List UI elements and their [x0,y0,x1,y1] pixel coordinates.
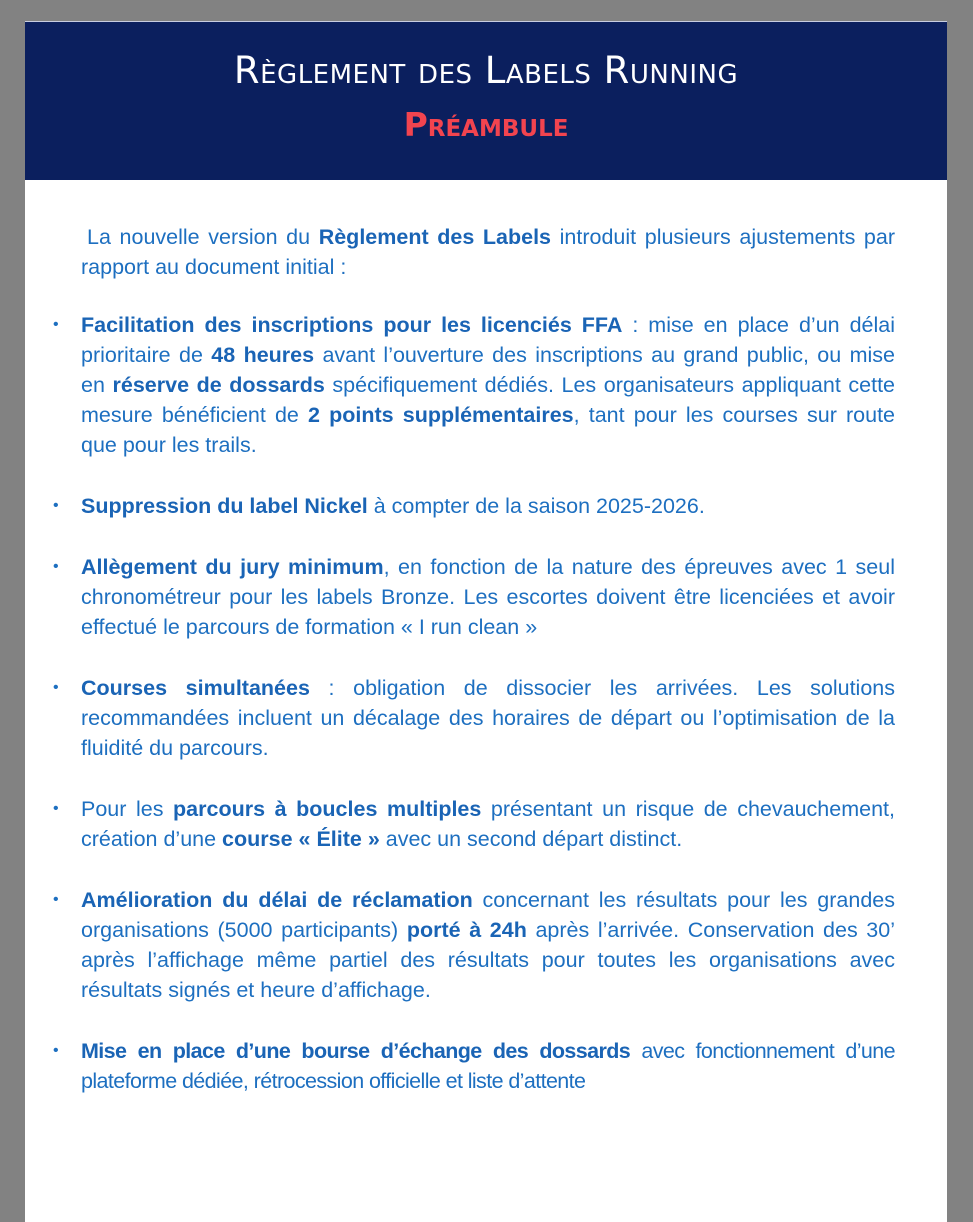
bullet-icon: • [53,497,59,514]
item-bold: Mise en place d’une bourse d’échange des dossards [81,1039,631,1063]
bullet-icon: • [53,891,59,908]
item-text: avec fonctionnement d’une plateforme dédiée, rétrocession officielle et liste d’attente [81,1039,895,1093]
intro-text: La nouvelle version du [87,225,319,249]
bullet-icon: • [53,679,59,696]
item-text: avec un second départ distinct. [379,827,683,851]
bullet-icon: • [53,800,59,817]
item-bold: 48 heures [211,343,315,367]
section-title: Préambule [403,105,569,144]
item-bold: 2 points supplémentaires [308,403,574,427]
item-text: concernant les résultats pour les grandes organisations (5000 participants) [81,888,895,942]
item-text: à compter de la saison 2025-2026. [367,494,705,518]
item-text: avant l’ouverture des inscriptions au grand public, ou mise en [81,343,895,397]
intro-text: introduit plusieurs ajustements par rapport au document initial : [81,225,896,279]
bullet-icon: • [53,1042,59,1059]
intro-paragraph [81,222,895,282]
item-text: : obligation de dissocier les arrivées. Les solutions recommandées incluent un décalage des horaires de départ ou l’optimisation de la fluidité du parcours. [81,676,895,760]
document-body [25,180,947,1096]
item-text: : mise en place d’un délai prioritaire de [81,313,896,367]
item-text: spécifiquement dédiés. Les organisateurs appliquant cette mesure bénéficient de [81,373,896,427]
item-text: après l’arrivée. Conservation des 30’ après l’affichage même partiel des résultats pour toutes les organisations avec résultats signés et heure d’affichage. [81,918,895,1002]
bullet-list [53,310,896,1096]
item-bold: Suppression du label Nickel [81,494,368,518]
list-item-jury-minimum [53,552,895,642]
item-bold: réserve de dossards [112,373,325,397]
list-item-bib-exchange [53,1036,895,1096]
bullet-icon: • [53,558,59,575]
item-text: présentant un risque de chevauchement, création d’une [81,797,895,851]
list-item-ffa-registration [53,310,896,460]
item-text: , tant pour les courses sur route que pour les trails. [81,403,895,457]
document-header [25,22,947,180]
list-item-nickel-label [53,491,895,521]
document-title: Règlement des Labels Running [233,49,739,92]
item-text: , en fonction de la nature des épreuves avec 1 seul chronométreur pour les labels Bronze. Les escortes doivent être licenciées et avoir effectué le parcours de formation « I run clean » [81,555,895,639]
item-text: Pour les [81,797,174,821]
list-item-multi-loop-courses [53,794,895,854]
item-bold: course « Élite » [222,827,380,851]
item-bold: Allègement du jury minimum [81,555,384,579]
intro-bold: Règlement des Labels [318,225,552,249]
bullet-icon: • [53,316,59,333]
item-bold: Courses simultanées [81,676,310,700]
item-bold: porté à 24h [406,918,527,942]
document-page [25,21,947,1222]
item-bold: Amélioration du délai de réclamation [81,888,473,912]
list-item-claim-delay [53,885,895,1005]
item-bold: Facilitation des inscriptions pour les licenciés FFA [81,313,623,337]
item-bold: parcours à boucles multiples [173,797,482,821]
list-item-simultaneous-races [53,673,895,763]
